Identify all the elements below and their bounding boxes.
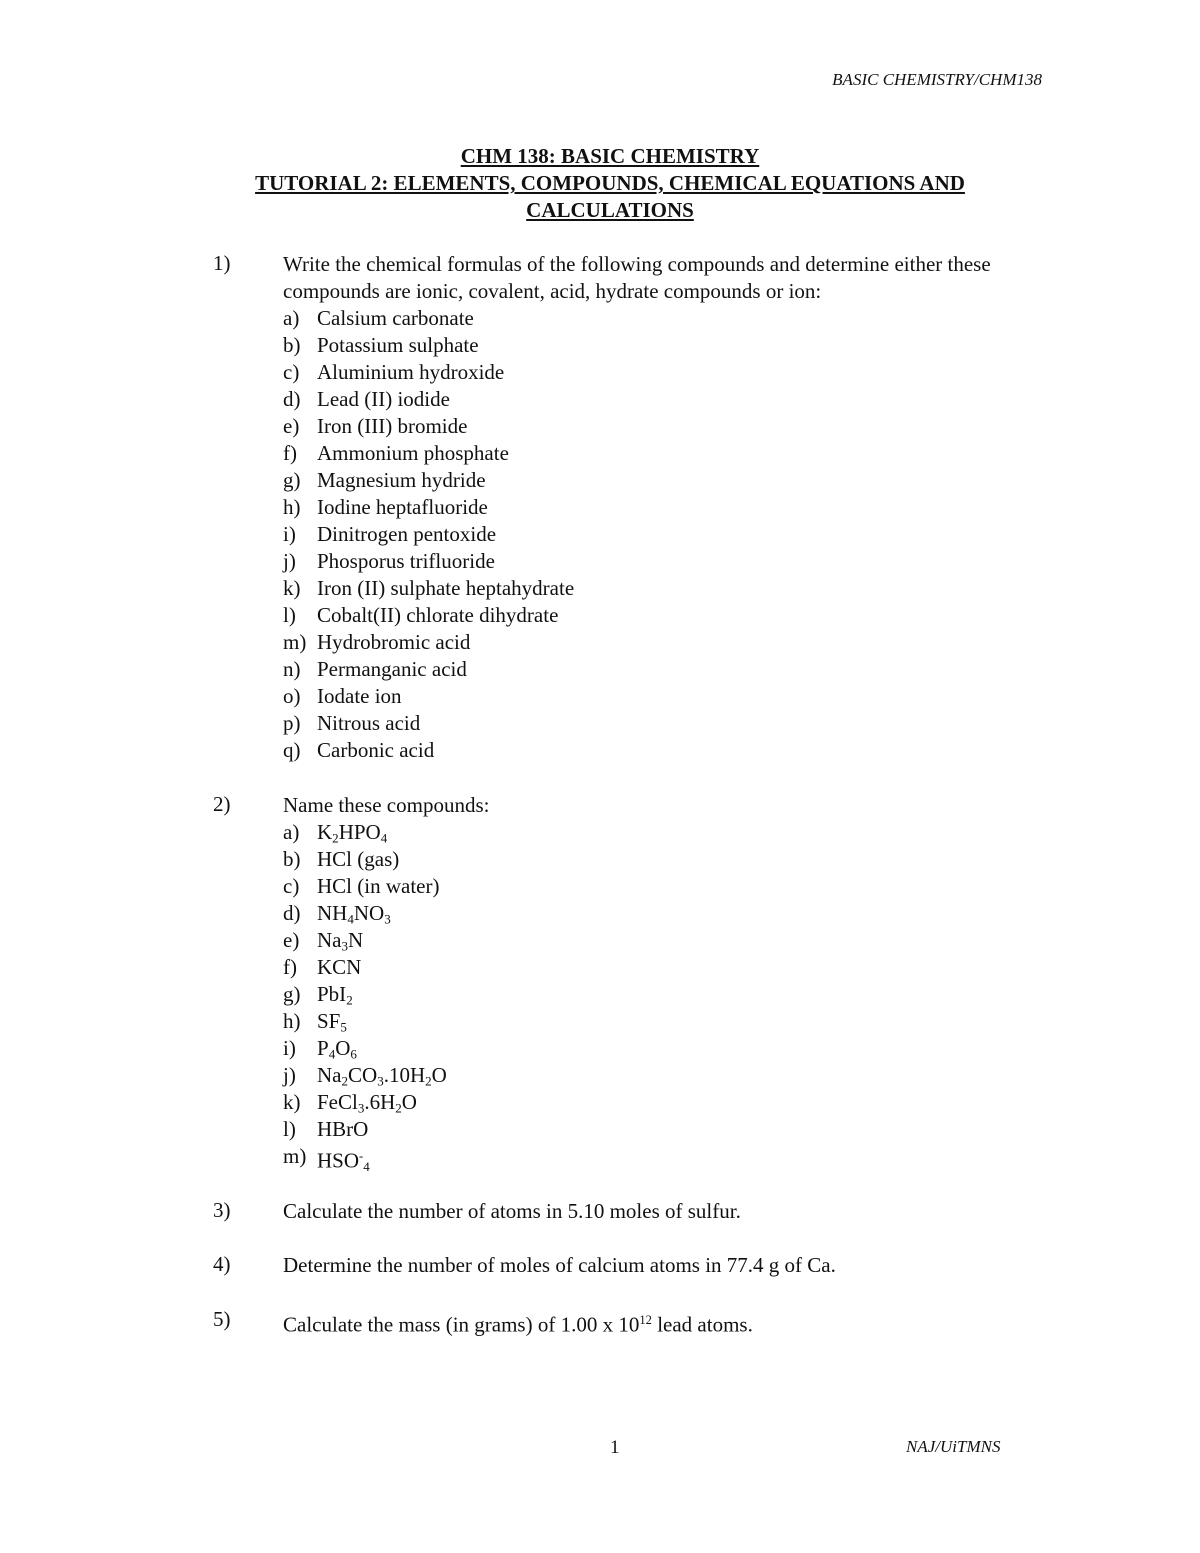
formula-text: O — [401, 1090, 417, 1114]
formula-text: Na — [317, 1063, 342, 1087]
item-label: c) — [283, 874, 300, 898]
item-label: i) — [283, 1036, 296, 1060]
subscript: 4 — [328, 1046, 336, 1062]
footer-author: NAJ/UiTMNS — [906, 1437, 1001, 1456]
question-number: 1) — [213, 251, 231, 275]
question-number: 2) — [213, 792, 231, 816]
question-text-start: Calculate the mass (in grams) of 1.00 x 10 — [283, 1312, 640, 1337]
item-label: l) — [283, 1117, 296, 1141]
subscript: 5 — [340, 1019, 347, 1035]
item-label: e) — [283, 414, 300, 438]
question-text: Name these compounds: — [283, 793, 490, 817]
item-label: f) — [283, 955, 297, 979]
formula-text: O — [431, 1063, 447, 1087]
item-text: Nitrous acid — [317, 711, 421, 735]
item-text: Ammonium phosphate — [317, 441, 509, 465]
subscript: 2 — [341, 1073, 349, 1089]
formula-text: NO — [353, 901, 385, 925]
item-text: Iron (III) bromide — [317, 414, 468, 438]
exponent: 12 — [639, 1313, 652, 1327]
formula-text: O — [335, 1036, 351, 1060]
formula-text: P — [317, 1036, 329, 1060]
formula-text: HBrO — [317, 1117, 369, 1141]
item-label: a) — [283, 820, 300, 844]
title-line-3: CALCULATIONS — [526, 198, 694, 222]
item-label: d) — [283, 901, 301, 925]
item-text — [317, 846, 399, 873]
subscript: 6 — [350, 1046, 357, 1062]
item-label: g) — [283, 468, 301, 492]
item-text: Carbonic acid — [317, 738, 435, 762]
subscript: 4 — [347, 911, 354, 927]
question-text: Write the chemical formulas of the following compounds and determine either these compounds are ionic, covalent, acid, hydrate compounds or ion: — [283, 252, 991, 303]
item-text: Aluminium hydroxide — [317, 360, 505, 384]
formula-text: .10H — [383, 1063, 426, 1087]
item-text: Dinitrogen pentoxide — [317, 522, 497, 546]
item-text: Iron (II) sulphate heptahydrate — [317, 576, 575, 600]
subscript: 3 — [384, 911, 391, 927]
item-text: Iodate ion — [317, 684, 402, 708]
question-text: Calculate the number of atoms in 5.10 moles of sulfur. — [283, 1199, 741, 1223]
item-label: m) — [283, 1144, 307, 1168]
subscript: 2 — [332, 830, 339, 846]
item-label: c) — [283, 360, 300, 384]
item-text: Phosporus trifluoride — [317, 549, 495, 573]
superscript: - — [359, 1149, 364, 1163]
item-label: p) — [283, 711, 301, 735]
subscript: 3 — [357, 1100, 365, 1116]
item-label: q) — [283, 738, 301, 762]
formula-text: CO — [348, 1063, 378, 1087]
formula-text: HCl (gas) — [317, 847, 400, 871]
item-label: d) — [283, 387, 301, 411]
item-text: Lead (II) iodide — [317, 387, 450, 411]
item-label: j) — [283, 549, 296, 573]
question-number: 5) — [213, 1307, 231, 1331]
item-text: Permanganic acid — [317, 657, 467, 681]
item-label: e) — [283, 928, 300, 952]
subscript: 4 — [363, 1158, 370, 1174]
question-text: Determine the number of moles of calcium atoms in 77.4 g of Ca. — [283, 1253, 836, 1277]
formula-text: HSO — [317, 1148, 360, 1173]
item-text: Cobalt(II) chlorate dihydrate — [317, 603, 559, 627]
question-number: 3) — [213, 1198, 231, 1222]
item-text: Potassium sulphate — [317, 333, 479, 357]
formula-text: K — [317, 820, 333, 844]
subscript: 3 — [341, 938, 349, 954]
question-number: 4) — [213, 1252, 231, 1276]
subscript: 3 — [377, 1073, 384, 1089]
formula-text: PbI — [317, 982, 347, 1006]
item-label: m) — [283, 630, 307, 654]
title-line-1: CHM 138: BASIC CHEMISTRY — [460, 144, 760, 168]
subscript: 2 — [395, 1100, 402, 1116]
title-block — [0, 143, 1200, 224]
running-header: BASIC CHEMISTRY/CHM138 — [832, 70, 1042, 89]
formula-text: KCN — [317, 955, 362, 979]
item-label: j) — [283, 1063, 296, 1087]
item-label: b) — [283, 847, 301, 871]
item-label: h) — [283, 1009, 301, 1033]
item-label: k) — [283, 576, 301, 600]
item-text: Calsium carbonate — [317, 306, 474, 330]
item-text — [317, 1143, 370, 1180]
formula-text: .6H — [364, 1090, 396, 1114]
formula-text: SF — [317, 1009, 341, 1033]
item-text: Iodine heptafluoride — [317, 495, 488, 519]
subscript: 2 — [425, 1073, 432, 1089]
item-label: g) — [283, 982, 301, 1006]
item-label: f) — [283, 441, 297, 465]
title-line-2: TUTORIAL 2: ELEMENTS, COMPOUNDS, CHEMICAL EQUATIONS AND — [255, 171, 965, 195]
item-label: h) — [283, 495, 301, 519]
item-label: b) — [283, 333, 301, 357]
question-text-end: lead atoms. — [651, 1312, 753, 1337]
formula-text: NH — [317, 901, 348, 925]
formula-text: HPO — [338, 820, 381, 844]
item-label: l) — [283, 603, 296, 627]
item-text: Magnesium hydride — [317, 468, 486, 492]
question-text — [283, 1307, 1053, 1339]
formula-text: Na — [317, 928, 342, 952]
item-text — [317, 1116, 368, 1143]
item-label: k) — [283, 1090, 301, 1114]
item-label: a) — [283, 306, 300, 330]
item-text: Hydrobromic acid — [317, 630, 471, 654]
item-label: i) — [283, 522, 296, 546]
item-text — [317, 954, 361, 981]
subscript: 4 — [380, 830, 388, 846]
formula-text: N — [348, 928, 364, 952]
formula-text: HCl (in water) — [317, 874, 440, 898]
item-text — [317, 873, 439, 900]
page-number: 1 — [610, 1437, 620, 1458]
item-label: o) — [283, 684, 301, 708]
formula-text: FeCl — [317, 1090, 358, 1114]
subscript: 2 — [346, 992, 353, 1008]
item-label: n) — [283, 657, 301, 681]
